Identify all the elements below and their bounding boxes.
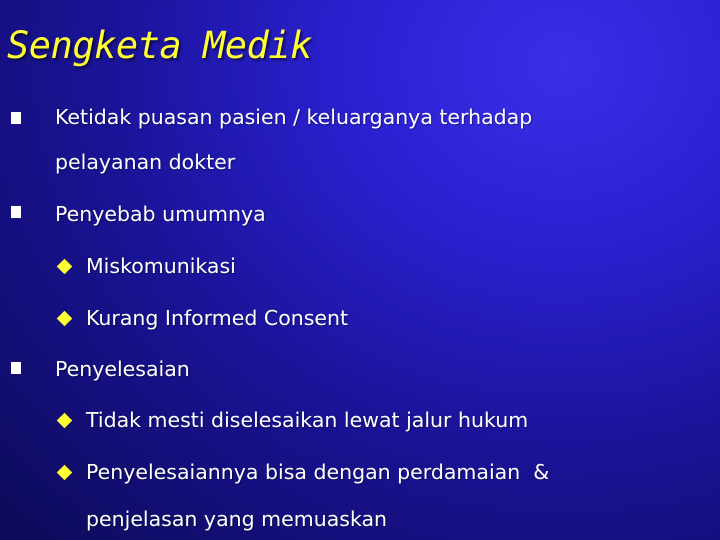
- diamond-bullet-icon: [57, 259, 73, 275]
- square-bullet-icon: [11, 206, 21, 218]
- sub-bullet-text: Kurang Informed Consent: [86, 306, 349, 330]
- sub-bullet-text: Penyelesaiannya bisa dengan perdamaian &: [86, 460, 550, 484]
- diamond-bullet-icon: [57, 413, 73, 429]
- sub-bullet-text: Miskomunikasi: [86, 254, 236, 278]
- bullet-text-1-continuation: pelayanan dokter: [55, 150, 236, 174]
- bullet-text-3: Penyelesaian: [55, 357, 190, 381]
- diamond-bullet-icon: [57, 465, 73, 481]
- sub-bullet-text: Tidak mesti diselesaikan lewat jalur hukum: [86, 408, 529, 432]
- bullet-text-2: Penyebab umumnya: [55, 202, 266, 226]
- bullet-text-1: Ketidak puasan pasien / keluarganya terhadap: [55, 105, 533, 129]
- square-bullet-icon: [11, 362, 21, 374]
- slide-title: Sengketa Medik: [7, 24, 312, 67]
- sub-bullet-text-continuation: penjelasan yang memuaskan: [86, 507, 388, 531]
- square-bullet-icon: [11, 112, 21, 124]
- diamond-bullet-icon: [57, 311, 73, 327]
